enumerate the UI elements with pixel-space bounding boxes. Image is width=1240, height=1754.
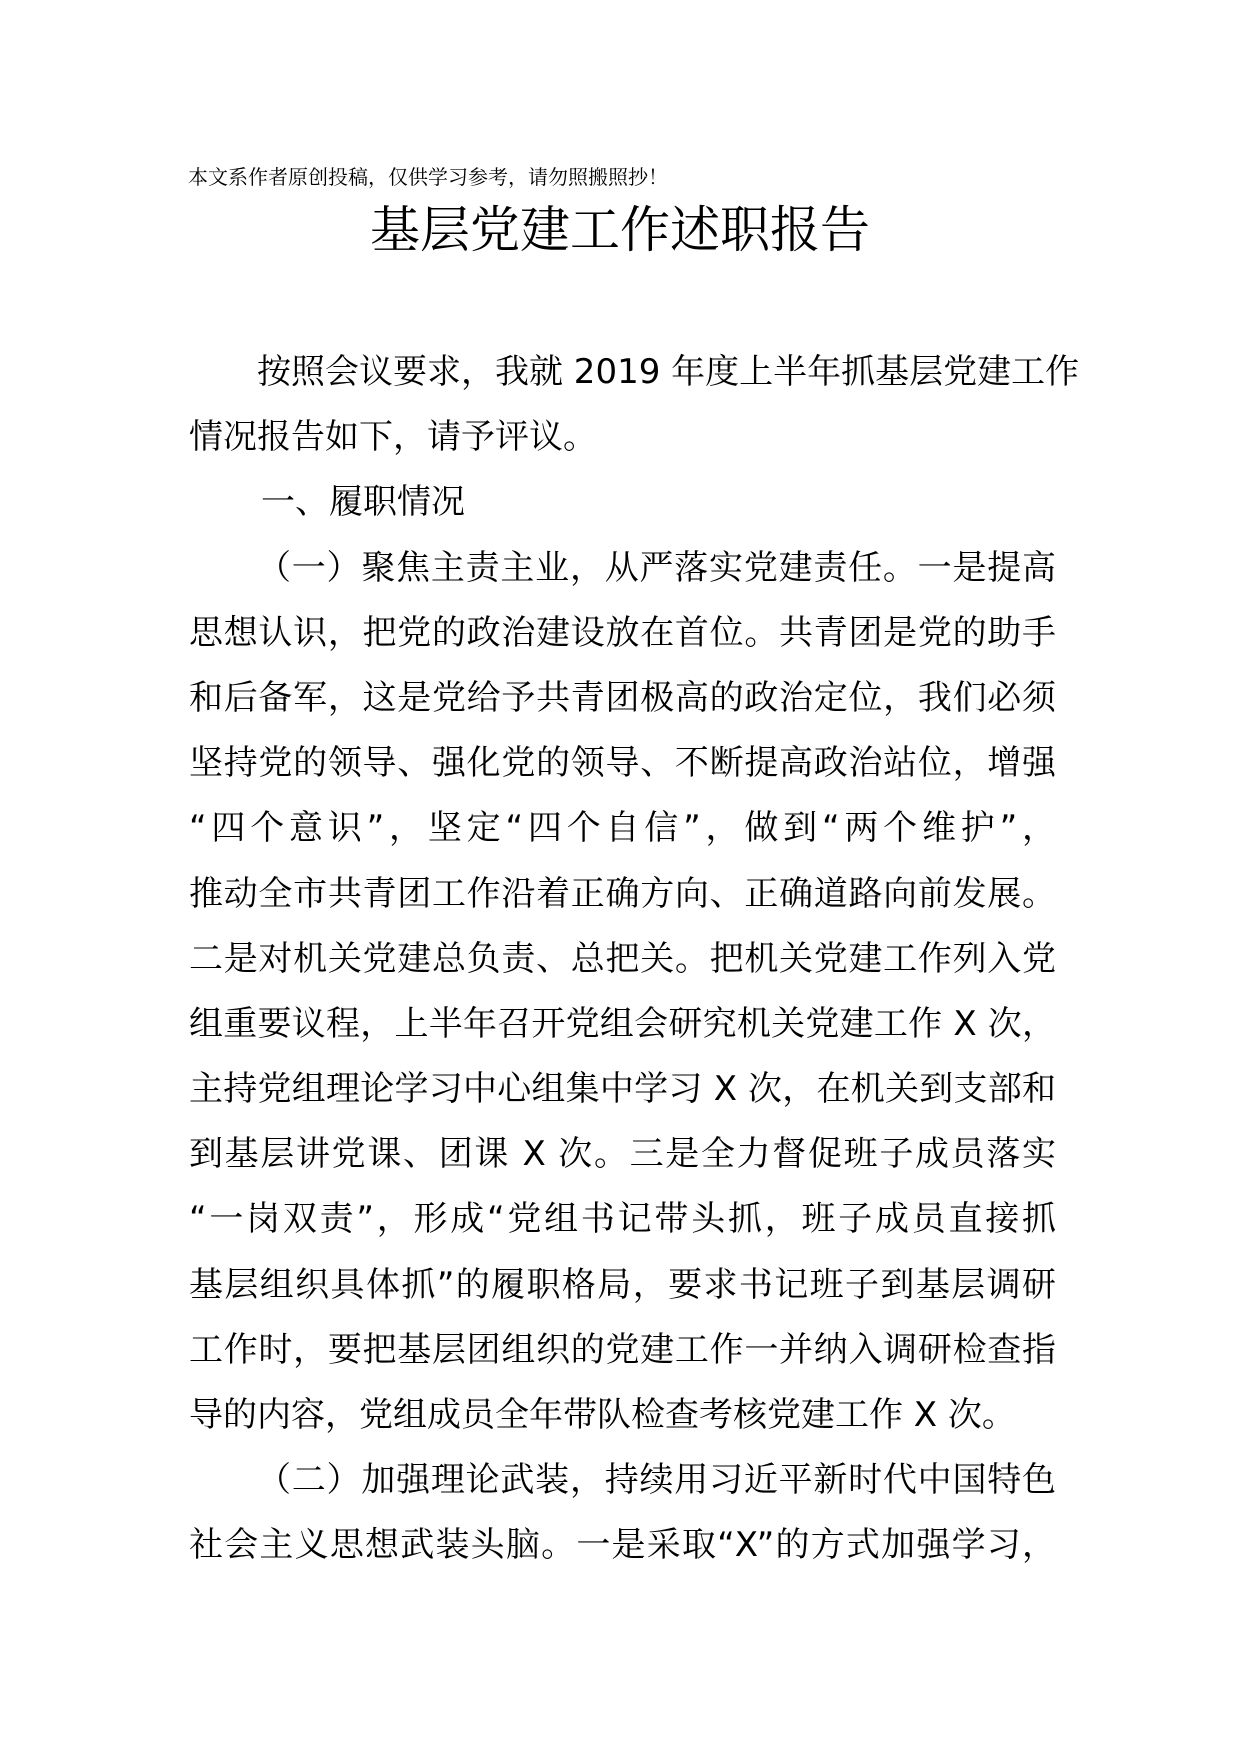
text-line: 到基层讲党课、团课 X 次。三是全力督促班子成员落实 [189,1134,1056,1175]
copyright-note: 本文系作者原创投稿，仅供学习参考，请勿照搬照抄！ [188,165,668,189]
document-body [189,340,1080,1579]
text-line: （二）加强理论武装，持续用习近平新时代中国特色 [257,1460,1056,1501]
text-line: 社会主义思想武装头脑。一是采取“X”的方式加强学习， [189,1525,1056,1566]
text-line: 组重要议程，上半年召开党组会研究机关党建工作 X 次， [189,1003,1056,1044]
text-line: 推动全市共青团工作沿着正确方向、正确道路向前发展。 [189,873,1056,914]
text-line: 主持党组理论学习中心组集中学习 X 次，在机关到支部和 [189,1069,1056,1110]
text-line: （一）聚焦主责主业，从严落实党建责任。一是提高 [257,547,1056,588]
text-line: 思想认识，把党的政治建设放在首位。共青团是党的助手 [189,612,1056,653]
text-line: 二是对机关党建总负责、总把关。把机关党建工作列入党 [189,938,1056,979]
text-line: 坚持党的领导、强化党的领导、不断提高政治站位，增强 [189,743,1056,784]
text-line: 导的内容，党组成员全年带队检查考核党建工作 X 次。 [189,1395,1016,1435]
text-line: “四个意识”，坚定“四个自信”，做到“两个维护”， [189,808,1056,849]
text-line: 情况报告如下，请予评议。 [189,417,597,458]
text-line: “一岗双责”，形成“党组书记带头抓，班子成员直接抓 [189,1199,1056,1240]
text-line: 按照会议要求，我就 2019 年度上半年抓基层党建工作 [257,352,1080,392]
section-heading: 一、履职情况 [261,482,465,523]
text-line: 基层组织具体抓”的履职格局，要求书记班子到基层调研 [189,1264,1056,1305]
document-title: 基层党建工作述职报告 [370,201,870,259]
text-line: 工作时，要把基层团组织的党建工作一并纳入调研检查指 [189,1329,1056,1370]
text-line: 和后备军，这是党给予共青团极高的政治定位，我们必须 [189,677,1056,718]
